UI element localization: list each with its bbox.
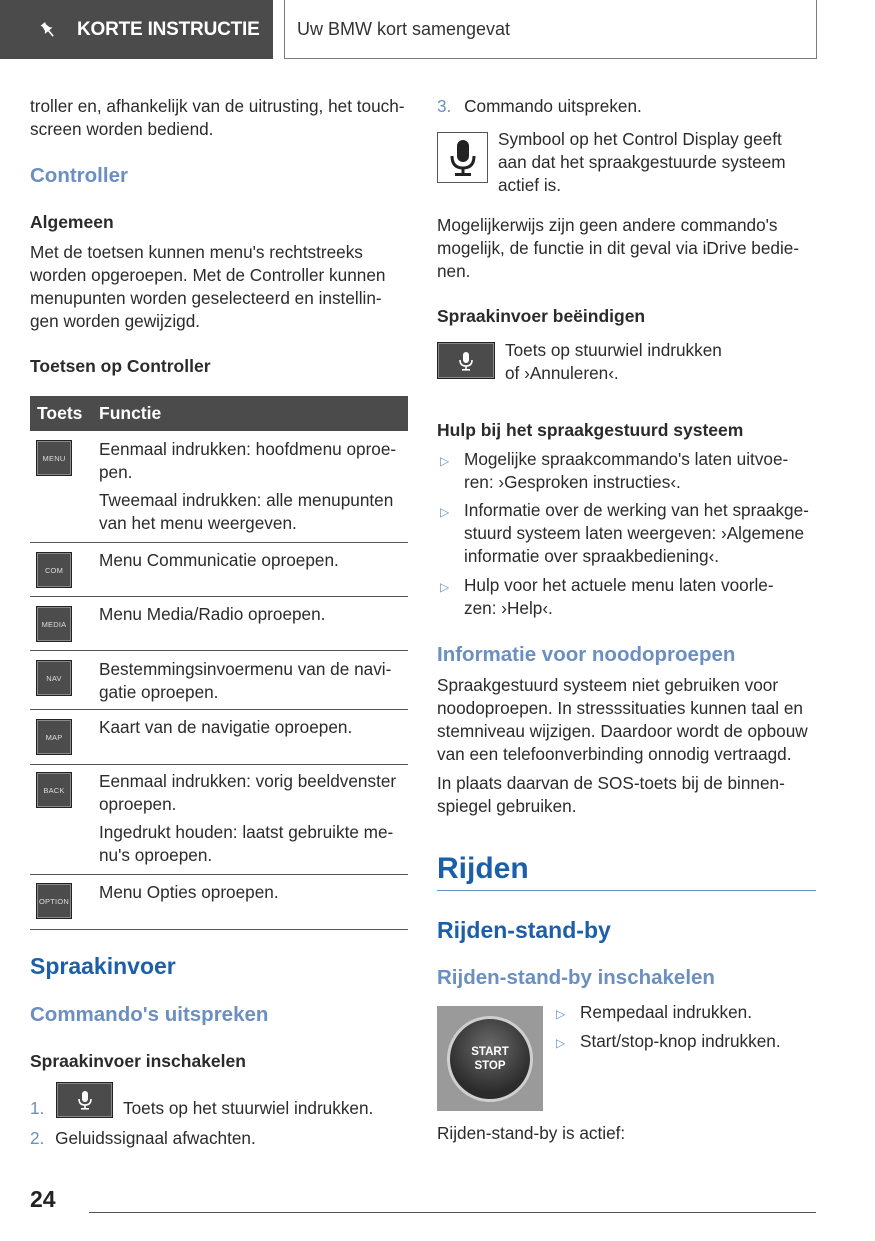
step-1-text: Toets op het stuurwiel indrukken. [123,1098,374,1118]
chapter-title-box [284,0,817,59]
table-header [30,396,408,431]
beeindigen-heading: Spraakinvoer beëindigen [437,306,646,326]
footer-rule [89,1212,816,1213]
section-tab [0,0,273,59]
microphone-icon [448,138,478,178]
bullet-icon: ▷ [440,505,450,519]
beeindigen-paragraph: Toets op stuurwiel indrukken of ›Annuleren‹. [505,340,722,383]
standby-heading: Rijden-stand-by [437,917,611,943]
commando-heading: Commando's uitspreken [30,1003,269,1026]
nood-paragraph: Spraakgestuurd systeem niet gebruiken voor noodoproepen. In stresssituaties kunnen taal en stemniveau wijzigen. Daardoor wordt de opbouw van een telefoonverbinding onnodig vertraagd. [437,675,808,764]
voice-button [56,1082,113,1118]
table-row: BACK Eenmaal indrukken: vorig beeldvenster oproepen. Ingedrukt houden: laatst gebruikte me- nu's oproepen. [30,765,408,875]
bullet-icon: ▷ [440,580,450,594]
standby-actief: Rijden-stand-by is actief: [437,1123,626,1143]
voice-symbol [437,132,488,183]
toetsen-heading: Toetsen op Controller [30,356,211,376]
bullet-icon: ▷ [440,454,450,468]
intro-paragraph: troller en, afhankelijk van de uitrusting, het touch- screen worden bediend. [30,96,405,139]
nav-key: NAV [36,660,72,696]
table-row: MENU Eenmaal indrukken: hoofdmenu oproe- pen. Tweemaal indrukken: alle menupunten van het menu weergeven. [30,431,408,543]
page-number: 24 [30,1186,56,1212]
inschakelen-heading: Spraakinvoer inschakelen [30,1051,246,1071]
voice-button [437,342,495,379]
step-3: 3. Commando uitspreken. [437,96,642,116]
option-key: OPTION [36,883,72,919]
heading-rule [437,890,816,891]
bullet-icon: ▷ [556,1007,566,1021]
symbol-paragraph: Symbool op het Control Display geeft aan dat het spraakgestuurde systeem actief is. [498,129,786,195]
step-2: 2. Geluidssignaal afwachten. [30,1128,256,1148]
microphone-icon [458,351,474,371]
list-item: Informatie over de werking van het spraakge- stuurd systeem laten weergeven: ›Algemene informatie over spraakbediening‹. [464,500,809,566]
table-row: COM Menu Communicatie oproepen. [30,543,408,597]
standby-in-heading: Rijden-stand-by inschakelen [437,966,715,989]
table-row: MAP Kaart van de navigatie oproepen. [30,710,408,765]
nood-heading: Informatie voor noodoproepen [437,643,736,666]
col-functie: Functie [99,403,162,423]
table-row: OPTION Menu Opties oproepen. [30,875,408,930]
controller-heading: Controller [30,164,128,187]
sos-paragraph: In plaats daarvan de SOS-toets bij de binnen- spiegel gebruiken. [437,773,785,816]
start-stop-button: START STOP [437,1006,543,1111]
chapter-title: Uw BMW kort samengevat [297,18,511,39]
col-toets: Toets [37,403,83,423]
menu-key: MENU [36,440,72,476]
step-1: 1. [30,1098,45,1118]
table-row: MEDIA Menu Media/Radio oproepen. [30,597,408,651]
table-row: NAV Bestemmingsinvoermenu van de navi- gatie oproepen. [30,651,408,710]
list-item: Rempedaal indrukken. [580,1002,752,1022]
spraakinvoer-heading: Spraakinvoer [30,953,176,979]
map-key: MAP [36,719,72,755]
algemeen-heading: Algemeen [30,212,114,232]
list-item: Hulp voor het actuele menu laten voorle- zen: ›Help‹. [464,575,774,618]
com-key: COM [36,552,72,588]
media-key: MEDIA [36,606,72,642]
hulp-heading: Hulp bij het spraakgestuurd systeem [437,420,744,440]
back-key: BACK [36,772,72,808]
rijden-heading: Rijden [437,852,529,885]
list-item: Start/stop-knop indrukken. [580,1031,781,1051]
bullet-icon: ▷ [556,1036,566,1050]
section-title: KORTE INSTRUCTIE [77,18,260,40]
list-item: Mogelijke spraakcommando's laten uitvoe- ren: ›Gesproken instructies‹. [464,449,789,492]
pin-icon [38,20,58,40]
microphone-icon [77,1090,93,1110]
mogelijk-paragraph: Mogelijkerwijs zijn geen andere commando's mogelijk, de functie in dit geval via iDrive bedie- nen. [437,215,800,281]
algemeen-paragraph: Met de toetsen kunnen menu's rechtstreeks worden opgeroepen. Met de Controller kunnen menupunten worden geselecteerd en instellin- gen worden gewijzigd. [30,242,386,331]
